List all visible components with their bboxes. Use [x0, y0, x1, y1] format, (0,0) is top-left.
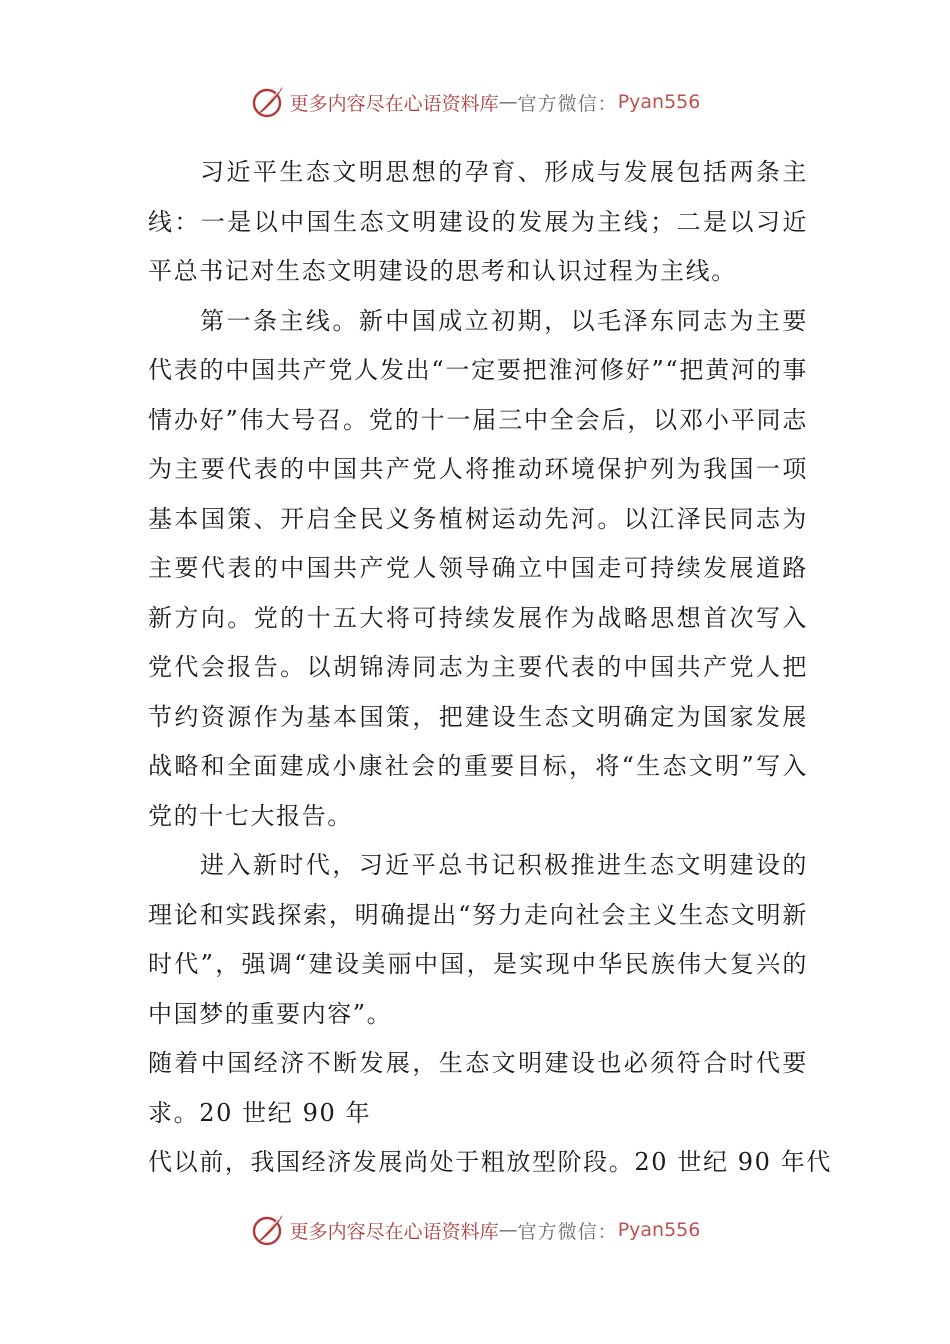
paragraph-4-line-2: 求。20 世纪 90 年	[148, 1098, 372, 1127]
paragraph-4-line-1: 随着中国经济不断发展，生态文明建设也必须符合时代要	[148, 1049, 808, 1077]
header-dash: —	[498, 91, 518, 113]
paragraph-1: 习近平生态文明思想的孕育、形成与发展包括两条主线：一是以中国生态文明建设的发展为主线；二是以习近平总书记对生态文明建设的思考和认识过程为主线。	[148, 158, 808, 285]
footer-banner	[0, 1210, 950, 1250]
quill-logo-icon	[250, 1212, 286, 1248]
header-banner	[0, 82, 950, 122]
header-brand-text: 更多内容尽在心语资料库	[289, 92, 499, 115]
footer-brand-text: 更多内容尽在心语资料库	[289, 1220, 499, 1243]
footer-wechat-id: Pyan556	[617, 1219, 701, 1241]
paragraph-5-line-1: 代以前，我国经济发展尚处于粗放型阶段。20 世纪 90 年代	[148, 1148, 832, 1176]
quill-logo-icon	[250, 84, 286, 120]
header-official-label: 官方微信：	[517, 92, 618, 115]
footer-official-label: 官方微信：	[517, 1220, 618, 1243]
header-wechat-id: Pyan556	[617, 91, 701, 113]
footer-dash: —	[498, 1219, 518, 1241]
document-body	[148, 148, 832, 1188]
paragraph-2: 第一条主线。新中国成立初期，以毛泽东同志为主要代表的中国共产党人发出“一定要把淮河修好”“把黄河的事情办好”伟大号召。党的十一届三中全会后，以邓小平同志为主要代表的中国共产党人将推动环境保护列为我国一项基本国策、开启全民义务植树运动先河。以江泽民同志为主要代表的中国共产党人领导确立中国走可持续发展道路新方向。党的十五大将可持续发展作为战略思想首次写入党代会报告。以胡锦涛同志为主要代表的中国共产党人把节约资源作为基本国策，把建设生态文明确定为国家发展战略和全面建成小康社会的重要目标，将“生态文明”写入党的十七大报告。	[148, 306, 808, 830]
paragraph-3: 进入新时代，习近平总书记积极推进生态文明建设的理论和实践探索，明确提出“努力走向社会主义生态文明新时代”，强调“建设美丽中国，是实现中华民族伟大复兴的中国梦的重要内容”。	[148, 851, 808, 1028]
